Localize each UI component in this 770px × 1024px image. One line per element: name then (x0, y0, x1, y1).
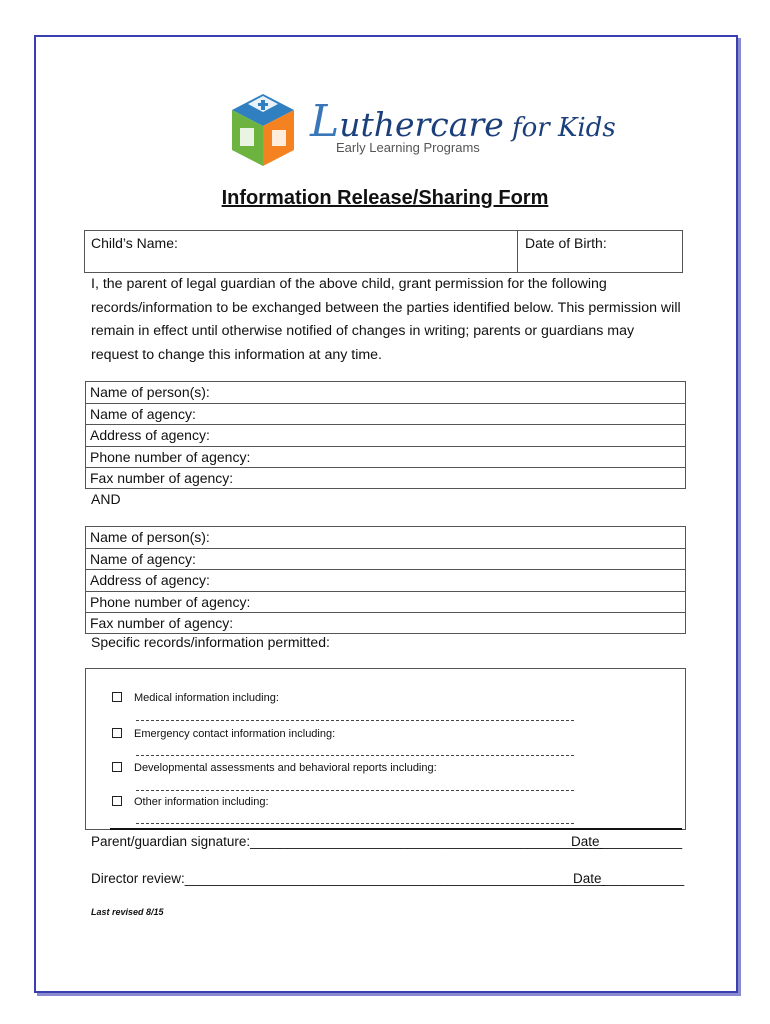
party2-fax-field[interactable]: Fax number of agency: (85, 612, 686, 634)
medical-checkbox-item[interactable] (112, 692, 279, 704)
cube-logo-icon (228, 92, 298, 168)
medical-line (136, 720, 574, 721)
logo-wordmark: Luthercare for Kids (310, 96, 616, 147)
checkbox-icon[interactable] (112, 728, 122, 738)
other-checkbox-item[interactable] (112, 796, 269, 808)
emergency-checkbox-item[interactable] (112, 728, 335, 740)
party1-phone-field[interactable]: Phone number of agency: (85, 446, 686, 468)
other-label: Other information including: (134, 796, 269, 808)
logo-subtitle: Early Learning Programs (336, 140, 480, 155)
director-date[interactable]: Date___________ (573, 871, 685, 886)
checkbox-icon[interactable] (112, 796, 122, 806)
director-label[interactable]: Director review:________________________________________________________ (91, 871, 606, 886)
last-revised-footer: Last revised 8/15 (91, 907, 164, 917)
page-border (34, 35, 738, 993)
dob-label: Date of Birth: (525, 235, 607, 251)
checkbox-icon[interactable] (112, 692, 122, 702)
party2-phone-field[interactable]: Phone number of agency: (85, 591, 686, 613)
party2-address-field[interactable]: Address of agency: (85, 569, 686, 591)
party1-person-field[interactable]: Name of person(s): (85, 381, 686, 403)
party2-agency-field[interactable]: Name of agency: (85, 548, 686, 570)
signature-date[interactable]: Date___________ (571, 834, 683, 849)
other-line (136, 823, 574, 824)
signature-label[interactable]: Parent/guardian signature:_______________________________________________ (91, 834, 603, 849)
child-name-label: Child’s Name: (91, 235, 178, 251)
developmental-checkbox-item[interactable] (112, 762, 437, 774)
party1-address-field[interactable]: Address of agency: (85, 424, 686, 446)
developmental-line (136, 790, 574, 791)
developmental-label: Developmental assessments and behavioral reports including: (134, 762, 437, 774)
and-label: AND (91, 491, 121, 507)
emergency-line (136, 755, 574, 756)
party1-agency-field[interactable]: Name of agency: (85, 403, 686, 425)
records-bottom-rule (110, 828, 682, 830)
form-title: Information Release/Sharing Form (221, 187, 549, 209)
checkbox-icon[interactable] (112, 762, 122, 772)
luthercare-logo (228, 92, 616, 172)
party1-fax-field[interactable]: Fax number of agency: (85, 467, 686, 489)
records-label: Specific records/information permitted: (91, 634, 330, 650)
intro-paragraph: I, the parent of legal guardian of the above child, grant permission for the following records/information to be exchanged between the parties identified below. This permission will remain in effect until otherwise notified of changes in writing; parents or guardians may request to change this information at any time. (91, 276, 681, 363)
medical-label: Medical information including: (134, 692, 279, 704)
emergency-label: Emergency contact information including: (134, 728, 336, 740)
party2-person-field[interactable]: Name of person(s): (85, 526, 686, 548)
child-info-divider (517, 230, 518, 273)
